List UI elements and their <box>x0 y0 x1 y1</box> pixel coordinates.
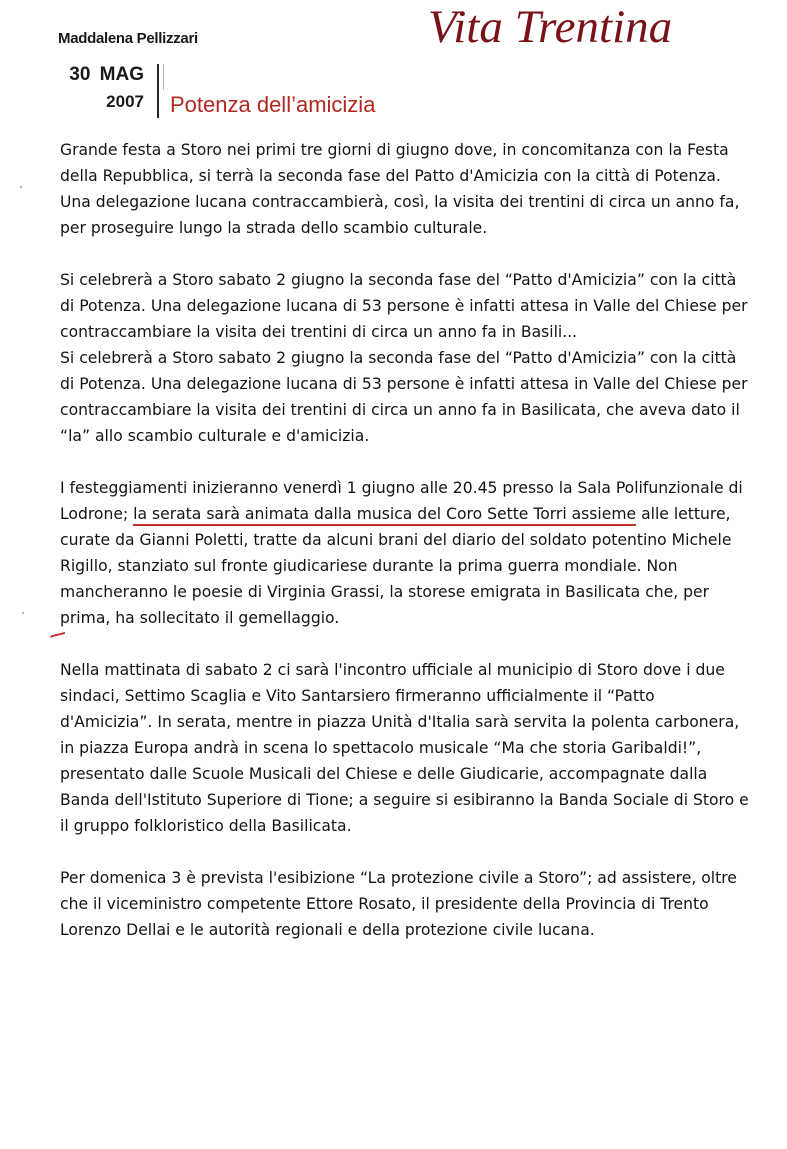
article-paragraph-4: Per domenica 3 è prevista l'esibizione “La protezione civile a Storo”; ad assistere, oltre che il viceministro competente Ettore Rosato, il presidente della Provincia di Trento Lorenzo Dellai e le autorità regionali e della protezione civile lucana. <box>60 869 737 939</box>
article-paragraph-2 <box>60 475 750 631</box>
paragraph-2-start: I festeggiamenti inizieranno venerdì 1 giugno alle 20.45 presso la Sala Polifunzionale di Lodrone; <box>60 479 743 523</box>
scan-speck <box>22 612 24 614</box>
paragraph-2-end: alle letture, curate da Gianni Poletti, tratte da alcuni brani del diario del soldato potentino Michele Rigillo, stanziato sul fronte giudicariese durante la prima guerra mondiale. Non mancheranno le poesie di Virginia Grassi, la storese emigrata in Basilicata che, per prima, ha sollecitato il gemellaggio. <box>60 505 732 627</box>
scan-speck <box>20 186 22 188</box>
article-author: Maddalena Pellizzari <box>58 30 198 47</box>
article-paragraph-1: Si celebrerà a Storo sabato 2 giugno la seconda fase del “Patto d'Amicizia” con la città di Potenza. Una delegazione lucana di 53 persone è infatti attesa in Valle del Chiese per contraccambiare la visita dei trentini di circa un anno fa in Basilicata, che aveva dato il “la” allo scambio culturale e d'amicizia. <box>60 349 748 445</box>
article-teaser: Si celebrerà a Storo sabato 2 giugno la seconda fase del “Patto d'Amicizia” con la città di Potenza. Una delegazione lucana di 53 persone è infatti attesa in Valle del Chiese per contraccambiare la visita dei trentini di circa un anno fa in Basili... <box>60 271 748 341</box>
article-headline: Potenza dell’amicizia <box>170 92 376 117</box>
article-paragraph-3: Nella mattinata di sabato 2 ci sarà l'incontro ufficiale al municipio di Storo dove i due sindaci, Settimo Scaglia e Vito Santarsiero firmeranno ufficialmente il “Patto d'Amicizia”. In serata, mentre in piazza Unità d'Italia sarà servita la polenta carbonera, in piazza Europa andrà in scena lo spettacolo musicale “Ma che storia Garibaldi!”, presentato dalle Scuole Musicali del Chiese e delle Giudicarie, accompagnate dalla Banda dell'Istituto Superiore di Tione; a seguire si esibiranno la Banda Sociale di Storo e il gruppo folkloristico della Basilicata. <box>60 661 749 835</box>
date-day-month: 30 MAG <box>69 64 144 85</box>
article-lead: Grande festa a Storo nei primi tre giorni di giugno dove, in concomitanza con la Festa della Repubblica, si terrà la seconda fase del Patto d'Amicizia con la città di Potenza. Una delegazione lucana contraccambierà, così, la visita dei trentini di circa un anno fa, per proseguire lungo la strada dello scambio culturale. <box>60 141 740 237</box>
underlined-passage: la serata sarà animata dalla musica del Coro Sette Torri assieme <box>133 505 636 526</box>
article-body <box>60 137 750 943</box>
date-separator-faint <box>163 64 164 90</box>
date-separator <box>157 64 159 118</box>
masthead-logo: Vita Trentina <box>428 1 673 53</box>
date-year: 2007 <box>106 92 144 111</box>
